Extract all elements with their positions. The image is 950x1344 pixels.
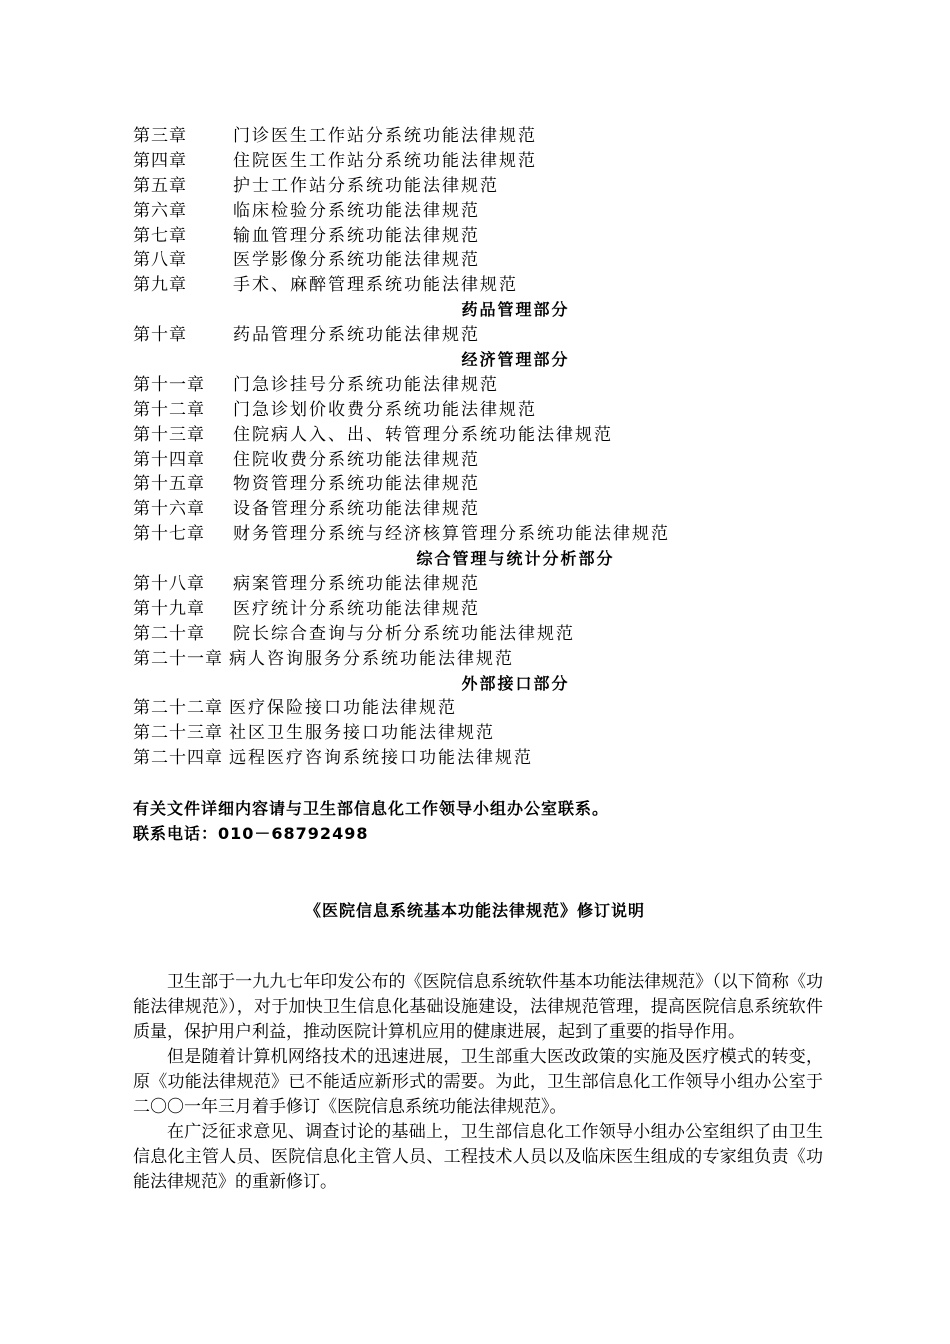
toc-entry bbox=[133, 448, 833, 473]
chapter-number: 第十九章 bbox=[133, 598, 205, 619]
chapter-number: 第十二章 bbox=[133, 399, 205, 420]
chapter-title: 院长综合查询与分析分系统功能法律规范 bbox=[233, 623, 575, 644]
toc-entry bbox=[133, 224, 833, 249]
chapter-number: 第十八章 bbox=[133, 574, 205, 595]
chapter-number: 第二十二章 bbox=[133, 698, 223, 719]
chapter-title: 手术、麻醉管理系统功能法律规范 bbox=[233, 275, 518, 296]
toc-entry bbox=[133, 572, 833, 597]
toc-entry bbox=[133, 124, 833, 149]
toc-entry bbox=[133, 199, 833, 224]
chapter-number: 第十一章 bbox=[133, 374, 205, 395]
chapter-title: 输血管理分系统功能法律规范 bbox=[233, 225, 480, 246]
toc-section-heading: 药品管理部分 bbox=[461, 300, 570, 320]
chapter-title: 门急诊挂号分系统功能法律规范 bbox=[233, 374, 499, 395]
toc-entry bbox=[133, 174, 833, 199]
contact-phone: 联系电话：010－68792498 bbox=[133, 824, 369, 843]
chapter-title: 住院病人入、出、转管理分系统功能法律规范 bbox=[233, 424, 613, 445]
chapter-number: 第七章 bbox=[133, 225, 187, 246]
chapter-title: 药品管理分系统功能法律规范 bbox=[233, 325, 480, 346]
toc-entry bbox=[133, 522, 833, 547]
toc-entry bbox=[133, 597, 833, 622]
contact-note: 有关文件详细内容请与卫生部信息化工作领导小组办公室联系。 bbox=[133, 799, 610, 818]
chapter-number: 第三章 bbox=[133, 126, 187, 146]
toc-entry bbox=[133, 398, 833, 423]
chapter-title: 远程医疗咨询系统接口功能法律规范 bbox=[229, 748, 533, 769]
chapter-title: 医疗保险接口功能法律规范 bbox=[229, 698, 457, 719]
toc-entry bbox=[133, 647, 833, 672]
toc-entry bbox=[133, 273, 833, 298]
toc-entry bbox=[133, 149, 833, 174]
chapter-number: 第五章 bbox=[133, 175, 187, 196]
chapter-title: 医学影像分系统功能法律规范 bbox=[233, 250, 480, 271]
toc-entry bbox=[133, 497, 833, 522]
chapter-title: 财务管理分系统与经济核算管理分系统功能法律规范 bbox=[233, 524, 670, 545]
chapter-title: 临床检验分系统功能法律规范 bbox=[233, 200, 480, 221]
toc-entry bbox=[133, 373, 833, 398]
toc-entry bbox=[133, 323, 833, 348]
chapter-title: 设备管理分系统功能法律规范 bbox=[233, 499, 480, 520]
chapter-number: 第十七章 bbox=[133, 524, 205, 545]
chapter-title: 住院收费分系统功能法律规范 bbox=[233, 449, 480, 470]
chapter-number: 第四章 bbox=[133, 150, 187, 171]
chapter-title: 社区卫生服务接口功能法律规范 bbox=[229, 723, 495, 744]
paragraph: 在广泛征求意见、调查讨论的基础上，卫生部信息化工作领导小组办公室组织了由卫生信息化主管人员、医院信息化主管人员、工程技术人员以及临床医生组成的专家组负责《功能法律规范》的重新修订。 bbox=[133, 1122, 823, 1192]
chapter-title: 门急诊划价收费分系统功能法律规范 bbox=[233, 399, 537, 420]
chapter-number: 第十四章 bbox=[133, 449, 205, 470]
chapter-title: 医疗统计分系统功能法律规范 bbox=[233, 598, 480, 619]
revision-body bbox=[133, 970, 823, 1195]
table-of-contents bbox=[133, 124, 833, 771]
toc-entry bbox=[133, 423, 833, 448]
chapter-number: 第九章 bbox=[133, 275, 187, 296]
toc-entry bbox=[133, 746, 833, 771]
toc-entry bbox=[133, 721, 833, 746]
chapter-title: 门诊医生工作站分系统功能法律规范 bbox=[233, 126, 537, 146]
chapter-number: 第十三章 bbox=[133, 424, 205, 445]
chapter-title: 护士工作站分系统功能法律规范 bbox=[233, 175, 499, 196]
chapter-number: 第十章 bbox=[133, 325, 187, 346]
chapter-number: 第二十章 bbox=[133, 623, 205, 644]
toc-entry bbox=[133, 622, 833, 647]
toc-entry bbox=[133, 472, 833, 497]
chapter-number: 第八章 bbox=[133, 250, 187, 271]
toc-entry bbox=[133, 248, 833, 273]
contact-info bbox=[133, 796, 609, 846]
paragraph: 卫生部于一九九七年印发公布的《医院信息系统软件基本功能法律规范》（以下简称《功能法律规范》），对于加快卫生信息化基础设施建设，法律规范管理，提高医院信息系统软件质量，保护用户利益，推动医院计算机应用的健康进展，起到了重要的指导作用。 bbox=[133, 972, 823, 1042]
toc-section-heading: 经济管理部分 bbox=[461, 350, 570, 370]
chapter-number: 第十五章 bbox=[133, 474, 205, 495]
toc-section-heading: 外部接口部分 bbox=[461, 673, 570, 693]
chapter-number: 第二十一章 bbox=[133, 648, 223, 669]
chapter-title: 病人咨询服务分系统功能法律规范 bbox=[229, 648, 514, 669]
chapter-number: 第六章 bbox=[133, 200, 187, 221]
chapter-title: 病案管理分系统功能法律规范 bbox=[233, 574, 480, 595]
toc-section-heading: 综合管理与统计分析部分 bbox=[416, 549, 615, 569]
toc-entry bbox=[133, 696, 833, 721]
revision-title: 《医院信息系统基本功能法律规范》修订说明 bbox=[304, 901, 645, 920]
chapter-title: 住院医生工作站分系统功能法律规范 bbox=[233, 150, 537, 171]
chapter-number: 第二十四章 bbox=[133, 748, 223, 769]
chapter-number: 第十六章 bbox=[133, 499, 205, 520]
chapter-number: 第二十三章 bbox=[133, 723, 223, 744]
chapter-title: 物资管理分系统功能法律规范 bbox=[233, 474, 480, 495]
paragraph: 但是随着计算机网络技术的迅速进展，卫生部重大医改政策的实施及医疗模式的转变，原《功能法律规范》已不能适应新形式的需要。为此，卫生部信息化工作领导小组办公室于二〇〇一年三月着手修订《医院信息系统功能法律规范》。 bbox=[133, 1047, 823, 1117]
